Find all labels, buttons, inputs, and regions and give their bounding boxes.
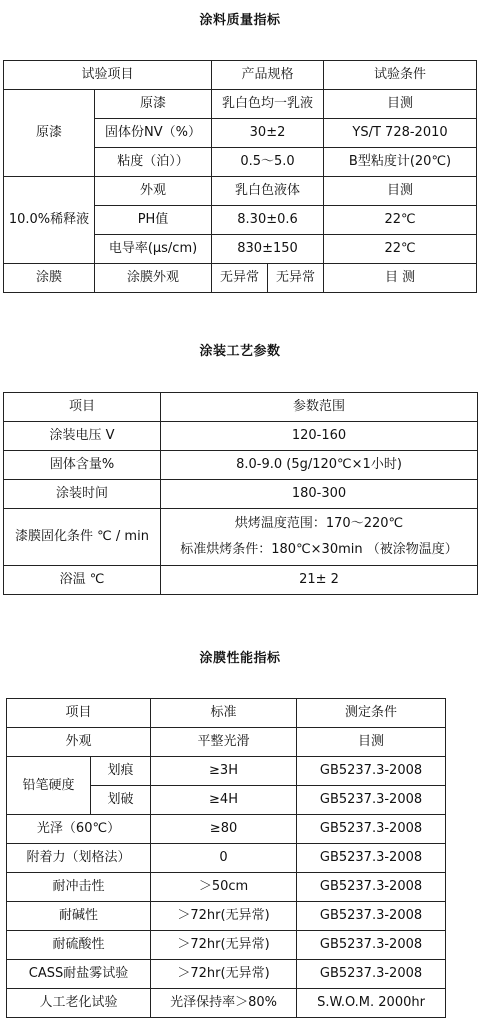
cell-condition: GB5237.3-2008 bbox=[297, 815, 446, 844]
cell-condition: B型粘度计(20℃) bbox=[324, 148, 477, 177]
standard-bake-text: 标准烘烤条件：180℃×30min （被涂物温度） bbox=[180, 542, 458, 557]
cell-item: 附着力（划格法） bbox=[7, 844, 151, 873]
cell-spec: 无异常 bbox=[268, 264, 324, 293]
process-params-table bbox=[3, 392, 478, 595]
table-row bbox=[4, 177, 477, 206]
cell-standard: ＞50cm bbox=[151, 873, 297, 902]
cell-item: 外观 bbox=[95, 177, 212, 206]
table-row bbox=[7, 931, 446, 960]
cell-condition: GB5237.3-2008 bbox=[297, 931, 446, 960]
section-title-film-performance: 涂膜性能指标 bbox=[199, 651, 281, 666]
cell-condition: GB5237.3-2008 bbox=[297, 902, 446, 931]
cell-item: 固体含量% bbox=[4, 451, 161, 480]
cell-condition: 目测 bbox=[324, 177, 477, 206]
table-row bbox=[7, 728, 446, 757]
cell-condition: 22℃ bbox=[324, 235, 477, 264]
cell-value: 21± 2 bbox=[161, 566, 478, 595]
header-range: 参数范围 bbox=[161, 393, 478, 422]
cell-item: 外观 bbox=[7, 728, 151, 757]
cell-item: 耐冲击性 bbox=[7, 873, 151, 902]
cell-spec: 830±150 bbox=[212, 235, 324, 264]
group-label-film: 涂膜 bbox=[4, 264, 95, 293]
table-row bbox=[4, 480, 478, 509]
cell-item: 固体份NV（%） bbox=[95, 119, 212, 148]
header-standard: 标准 bbox=[151, 699, 297, 728]
cell-item: PH值 bbox=[95, 206, 212, 235]
table-row bbox=[4, 422, 478, 451]
bake-range-text: 烘烤温度范围：170～220℃ bbox=[234, 516, 404, 531]
table-row bbox=[7, 844, 446, 873]
cell-item: 原漆 bbox=[95, 90, 212, 119]
header-item: 项目 bbox=[7, 699, 151, 728]
table-row bbox=[7, 873, 446, 902]
cell-standard: ＞72hr(无异常) bbox=[151, 931, 297, 960]
cell-value bbox=[161, 509, 478, 566]
cell-item: 光泽（60℃） bbox=[7, 815, 151, 844]
table-row bbox=[7, 989, 446, 1018]
coating-quality-table bbox=[3, 60, 477, 293]
header-test-condition: 试验条件 bbox=[324, 61, 477, 90]
table-row bbox=[7, 960, 446, 989]
cell-condition: 目测 bbox=[297, 728, 446, 757]
cell-condition: 目 测 bbox=[324, 264, 477, 293]
table-header-row bbox=[4, 61, 477, 90]
cell-item: 耐碱性 bbox=[7, 902, 151, 931]
section-title-coating-quality: 涂料质量指标 bbox=[199, 13, 281, 28]
cell-item: 涂装电压 V bbox=[4, 422, 161, 451]
cell-standard: ＞72hr(无异常) bbox=[151, 902, 297, 931]
cell-condition: 22℃ bbox=[324, 206, 477, 235]
table-row bbox=[4, 566, 478, 595]
cell-item: 涂装时间 bbox=[4, 480, 161, 509]
cell-item: 人工老化试验 bbox=[7, 989, 151, 1018]
cell-spec: 0.5～5.0 bbox=[212, 148, 324, 177]
cell-spec: 乳白色均一乳液 bbox=[212, 90, 324, 119]
cell-value: 120-160 bbox=[161, 422, 478, 451]
cell-condition: GB5237.3-2008 bbox=[297, 873, 446, 902]
cell-standard: 0 bbox=[151, 844, 297, 873]
cell-item: 涂膜外观 bbox=[95, 264, 212, 293]
cell-standard: ＞72hr(无异常) bbox=[151, 960, 297, 989]
cell-spec: 30±2 bbox=[212, 119, 324, 148]
cell-item: 划破 bbox=[91, 786, 151, 815]
cell-standard: ≥80 bbox=[151, 815, 297, 844]
table-row bbox=[7, 902, 446, 931]
section-title-process-params: 涂装工艺参数 bbox=[199, 344, 281, 359]
cell-item: 电导率(µs/cm) bbox=[95, 235, 212, 264]
cell-condition: YS/T 728-2010 bbox=[324, 119, 477, 148]
cell-condition: S.W.O.M. 2000hr bbox=[297, 989, 446, 1018]
table-row bbox=[4, 264, 477, 293]
header-product-spec: 产品规格 bbox=[212, 61, 324, 90]
cell-item: 粘度（泊）） bbox=[95, 148, 212, 177]
header-test-condition: 测定条件 bbox=[297, 699, 446, 728]
group-label-diluted-solution: 10.0%稀释液 bbox=[4, 177, 95, 264]
header-item: 项目 bbox=[4, 393, 161, 422]
cell-standard: 平整光滑 bbox=[151, 728, 297, 757]
cell-condition: GB5237.3-2008 bbox=[297, 786, 446, 815]
cell-condition: GB5237.3-2008 bbox=[297, 960, 446, 989]
table-row bbox=[7, 815, 446, 844]
table-row bbox=[4, 509, 478, 566]
table-header-row bbox=[7, 699, 446, 728]
table-row bbox=[7, 757, 446, 786]
cell-item: 浴温 ℃ bbox=[4, 566, 161, 595]
cell-item: 漆膜固化条件 ℃ / min bbox=[4, 509, 161, 566]
cell-condition: GB5237.3-2008 bbox=[297, 757, 446, 786]
cell-standard: 光泽保持率＞80% bbox=[151, 989, 297, 1018]
cell-spec: 8.30±0.6 bbox=[212, 206, 324, 235]
cell-standard: ≥4H bbox=[151, 786, 297, 815]
film-performance-table bbox=[6, 698, 446, 1018]
table-header-row bbox=[4, 393, 478, 422]
cell-item: 划痕 bbox=[91, 757, 151, 786]
cell-value: 180-300 bbox=[161, 480, 478, 509]
header-test-item: 试验项目 bbox=[4, 61, 212, 90]
cell-spec: 乳白色液体 bbox=[212, 177, 324, 206]
group-label-pencil-hardness: 铅笔硬度 bbox=[7, 757, 91, 815]
table-row bbox=[4, 451, 478, 480]
cell-item: CASS耐盐雾试验 bbox=[7, 960, 151, 989]
cell-condition: 目测 bbox=[324, 90, 477, 119]
cell-condition: GB5237.3-2008 bbox=[297, 844, 446, 873]
cell-spec: 无异常 bbox=[212, 264, 268, 293]
table-row bbox=[4, 90, 477, 119]
group-label-raw-paint: 原漆 bbox=[4, 90, 95, 177]
cell-standard: ≥3H bbox=[151, 757, 297, 786]
cell-value: 8.0-9.0 (5g/120℃×1小时) bbox=[161, 451, 478, 480]
cell-item: 耐硫酸性 bbox=[7, 931, 151, 960]
